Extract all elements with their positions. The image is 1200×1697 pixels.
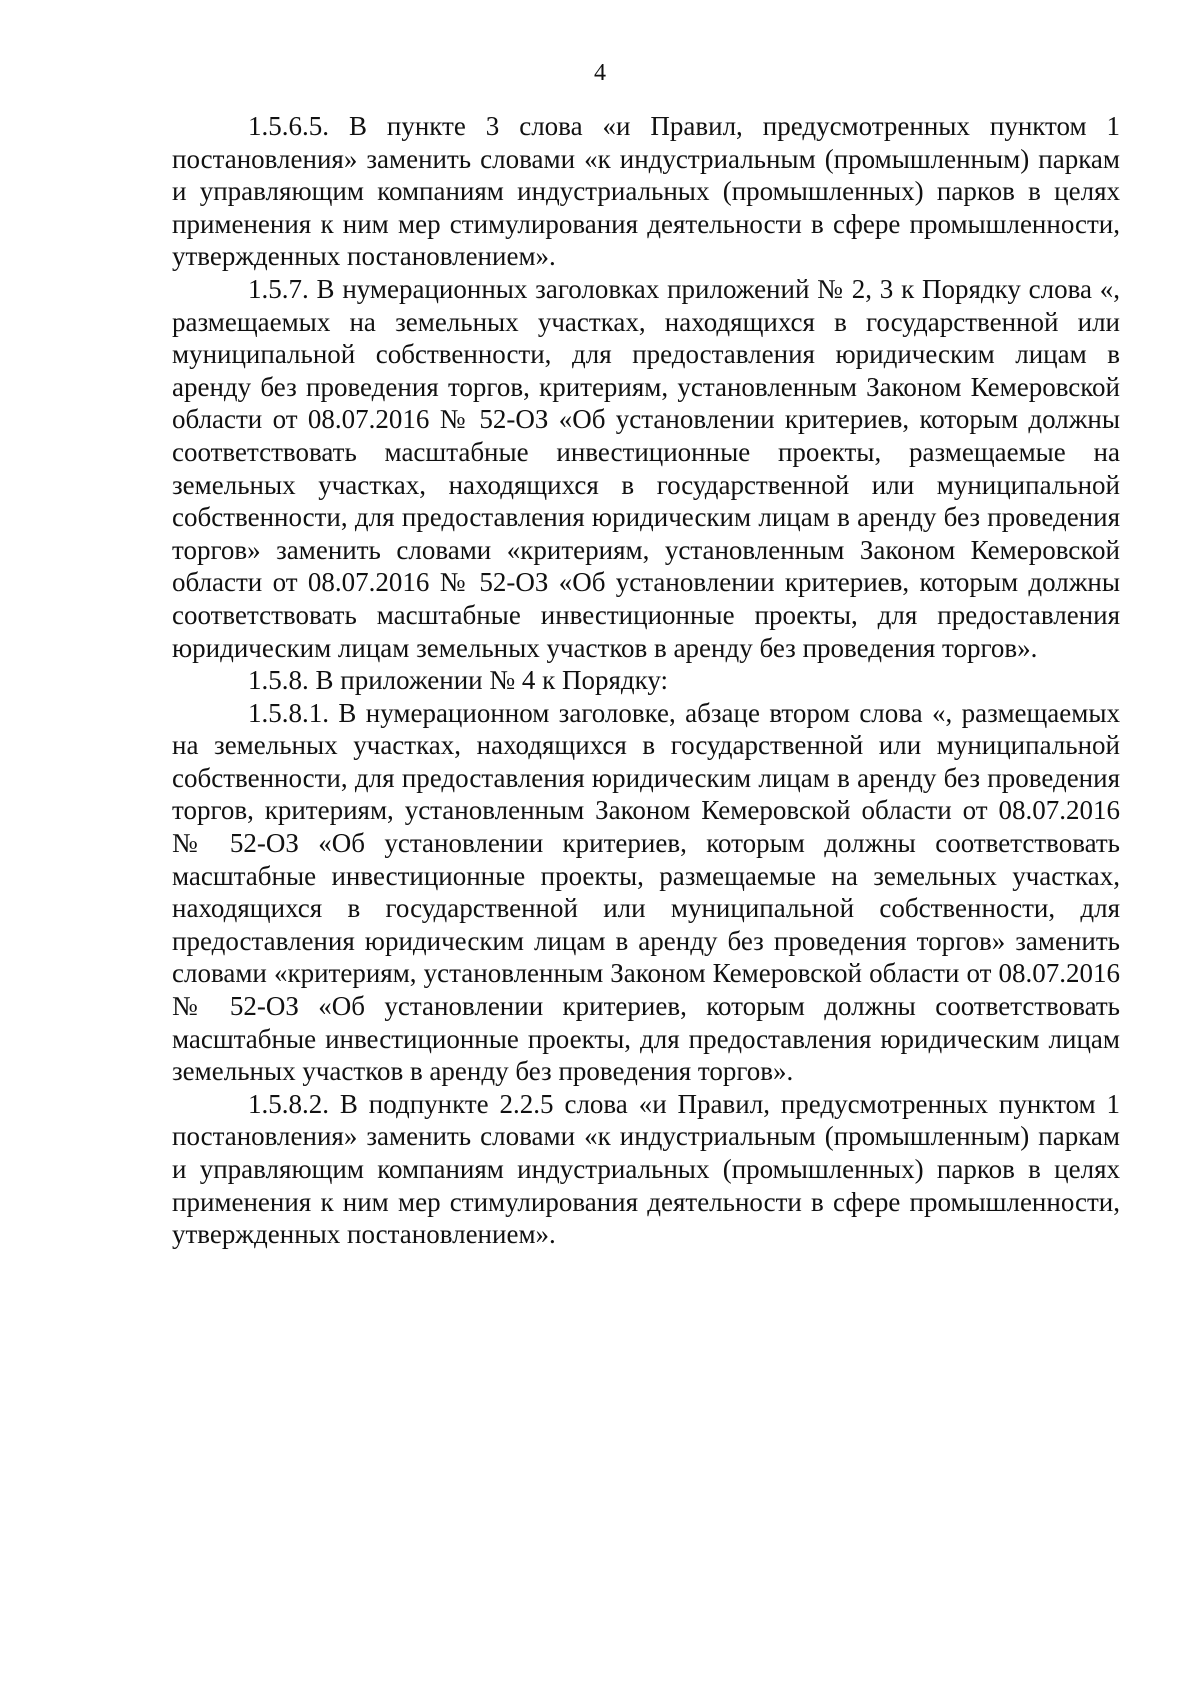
paragraph-1-5-7: 1.5.7. В нумерационных заголовках приложений № 2, 3 к Порядку слова «, размещаемых на земельных участках, находящихся в государственной или муниципальной собственности, для предоставления юридическим лицам в аренду без проведения торгов, критериям, установленным Законом Кемеровской области от 08.07.2016 № 52-ОЗ «Об установлении критериев, которым должны соответствовать масштабные инвестиционные проекты, размещаемые на земельных участках, находящихся в государственной или муниципальной собственности, для предоставления юридическим лицам в аренду без проведения торгов» заменить словами «критериям, установленным Законом Кемеровской области от 08.07.2016 № 52-ОЗ «Об установлении критериев, которым должны соответствовать масштабные инвестиционные проекты, для предоставления юридическим лицам земельных участков в аренду без проведения торгов». [172,273,1120,663]
document-body [172,110,1120,1251]
paragraph-1-5-8-1: 1.5.8.1. В нумерационном заголовке, абзаце втором слова «, размещаемых на земельных участках, находящихся в государственной или муниципальной собственности, для предоставления юридическим лицам в аренду без проведения торгов, критериям, установленным Законом Кемеровской области от 08.07.2016 № 52-ОЗ «Об установлении критериев, которым должны соответствовать масштабные инвестиционные проекты, размещаемые на земельных участках, находящихся в государственной или муниципальной собственности, для предоставления юридическим лицам в аренду без проведения торгов» заменить словами «критериям, установленным Законом Кемеровской области от 08.07.2016 № 52-ОЗ «Об установлении критериев, которым должны соответствовать масштабные инвестиционные проекты, для предоставления юридическим лицам земельных участков в аренду без проведения торгов». [172,697,1120,1087]
paragraph-1-5-8-2: 1.5.8.2. В подпункте 2.2.5 слова «и Правил, предусмотренных пунктом 1 постановления» заменить словами «к индустриальным (промышленным) паркам и управляющим компаниям индустриальных (промышленных) парков в целях применения к ним мер стимулирования деятельности в сфере промышленности, утвержденных постановлением». [172,1088,1120,1250]
paragraph-1-5-8: 1.5.8. В приложении № 4 к Порядку: [248,665,669,696]
paragraph-1-5-6-5: 1.5.6.5. В пункте 3 слова «и Правил, предусмотренных пунктом 1 постановления» заменить словами «к индустриальным (промышленным) паркам и управляющим компаниям индустриальных (промышленных) парков в целях применения к ним мер стимулирования деятельности в сфере промышленности, утвержденных постановлением». [172,111,1120,272]
page-number: 4 [594,60,606,86]
